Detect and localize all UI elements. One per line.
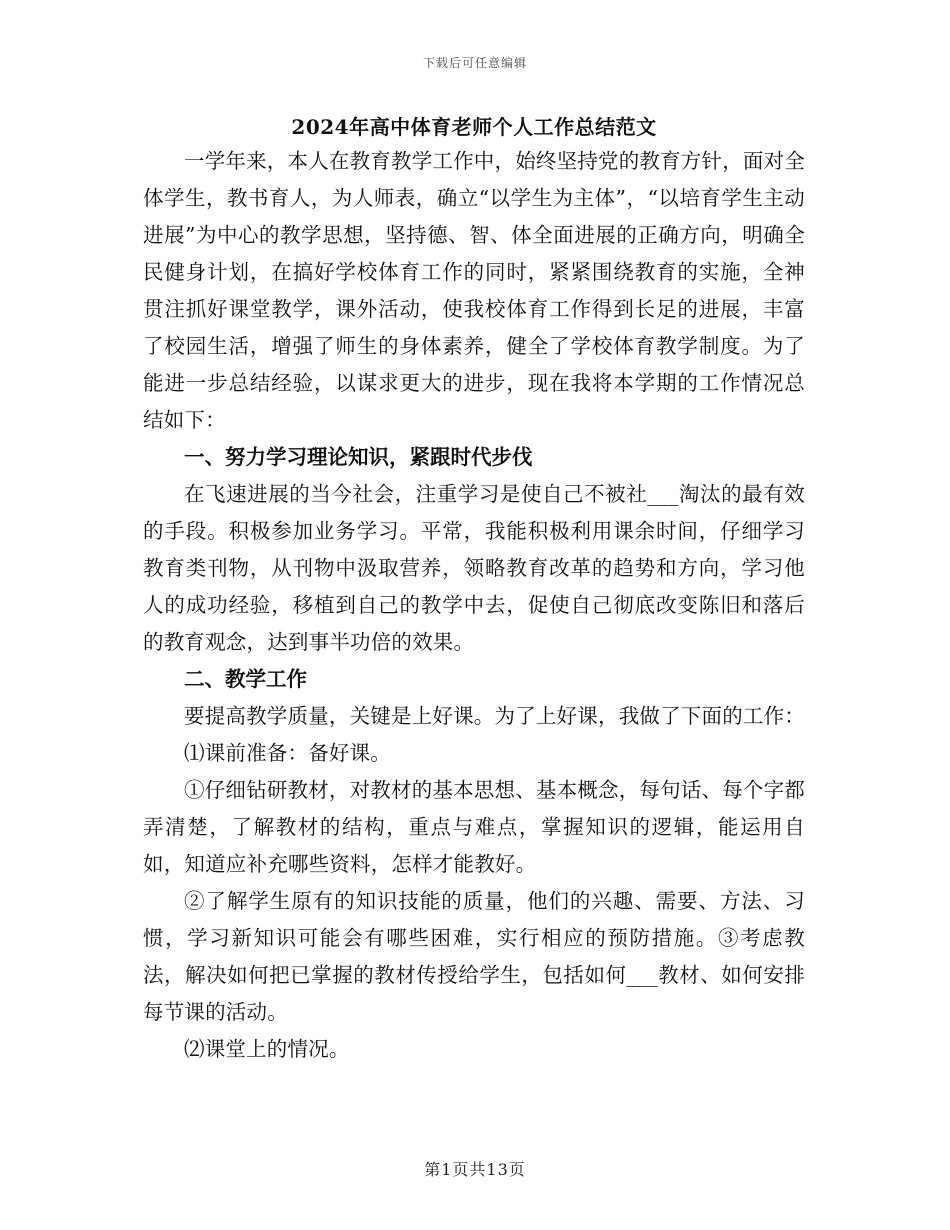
paragraph-teaching-intro: 要提高教学质量，关键是上好课。为了上好课，我做了下面的工作：: [184, 704, 805, 728]
header-note: 下载后可任意编辑: [422, 56, 527, 70]
section-heading-2: 二、教学工作: [184, 667, 307, 691]
document-body: [143, 112, 805, 1068]
paragraph-prep-item: ⑴课前准备：备好课。: [184, 741, 391, 765]
paragraph-study-material: ①仔细钻研教材，对教材的基本思想、基本概念，每句话、每个字都弄清楚，了解教材的结构，重点与难点，掌握知识的逻辑，能运用自如，知道应补充哪些资料，怎样才能教好。: [143, 778, 805, 876]
paragraph-intro: 一学年来，本人在教育教学工作中，始终坚持党的教育方针，面对全体学生，教书育人，为人师表，确立“以学生为主体”，“以培育学生主动进展”为中心的教学思想，坚持德、智、体全面进展的正确方向，明确全民健身计划，在搞好学校体育工作的同时，紧紧围绕教育的实施，全神贯注抓好课堂教学，课外活动，使我校体育工作得到长足的进展，丰富了校园生活，增强了师生的身体素养，健全了学校体育教学制度。为了能进一步总结经验，以谋求更大的进步，现在我将本学期的工作情况总结如下：: [143, 149, 805, 432]
document-title: 2024年高中体育老师个人工作总结范文: [291, 115, 657, 139]
paragraph-know-students: ②了解学生原有的知识技能的质量，他们的兴趣、需要、方法、习惯，学习新知识可能会有哪些困难，实行相应的预防措施。③考虑教法，解决如何把已掌握的教材传授给学生，包括如何___教材、如何安排每节课的活动。: [143, 889, 805, 1024]
paragraph-classroom-item: ⑵课堂上的情况。: [184, 1037, 350, 1061]
paragraph-study: 在飞速进展的当今社会，注重学习是使自己不被社___淘汰的最有效的手段。积极参加业务学习。平常，我能积极利用课余时间，仔细学习教育类刊物，从刊物中汲取营养，领略教育改革的趋势和方向，学习他人的成功经验，移植到自己的教学中去，促使自己彻底改变陈旧和落后的教育观念，达到事半功倍的效果。: [143, 482, 805, 654]
page-indicator: 第1页共13页: [424, 1160, 526, 1179]
section-heading-1: 一、努力学习理论知识，紧跟时代步伐: [184, 445, 533, 469]
